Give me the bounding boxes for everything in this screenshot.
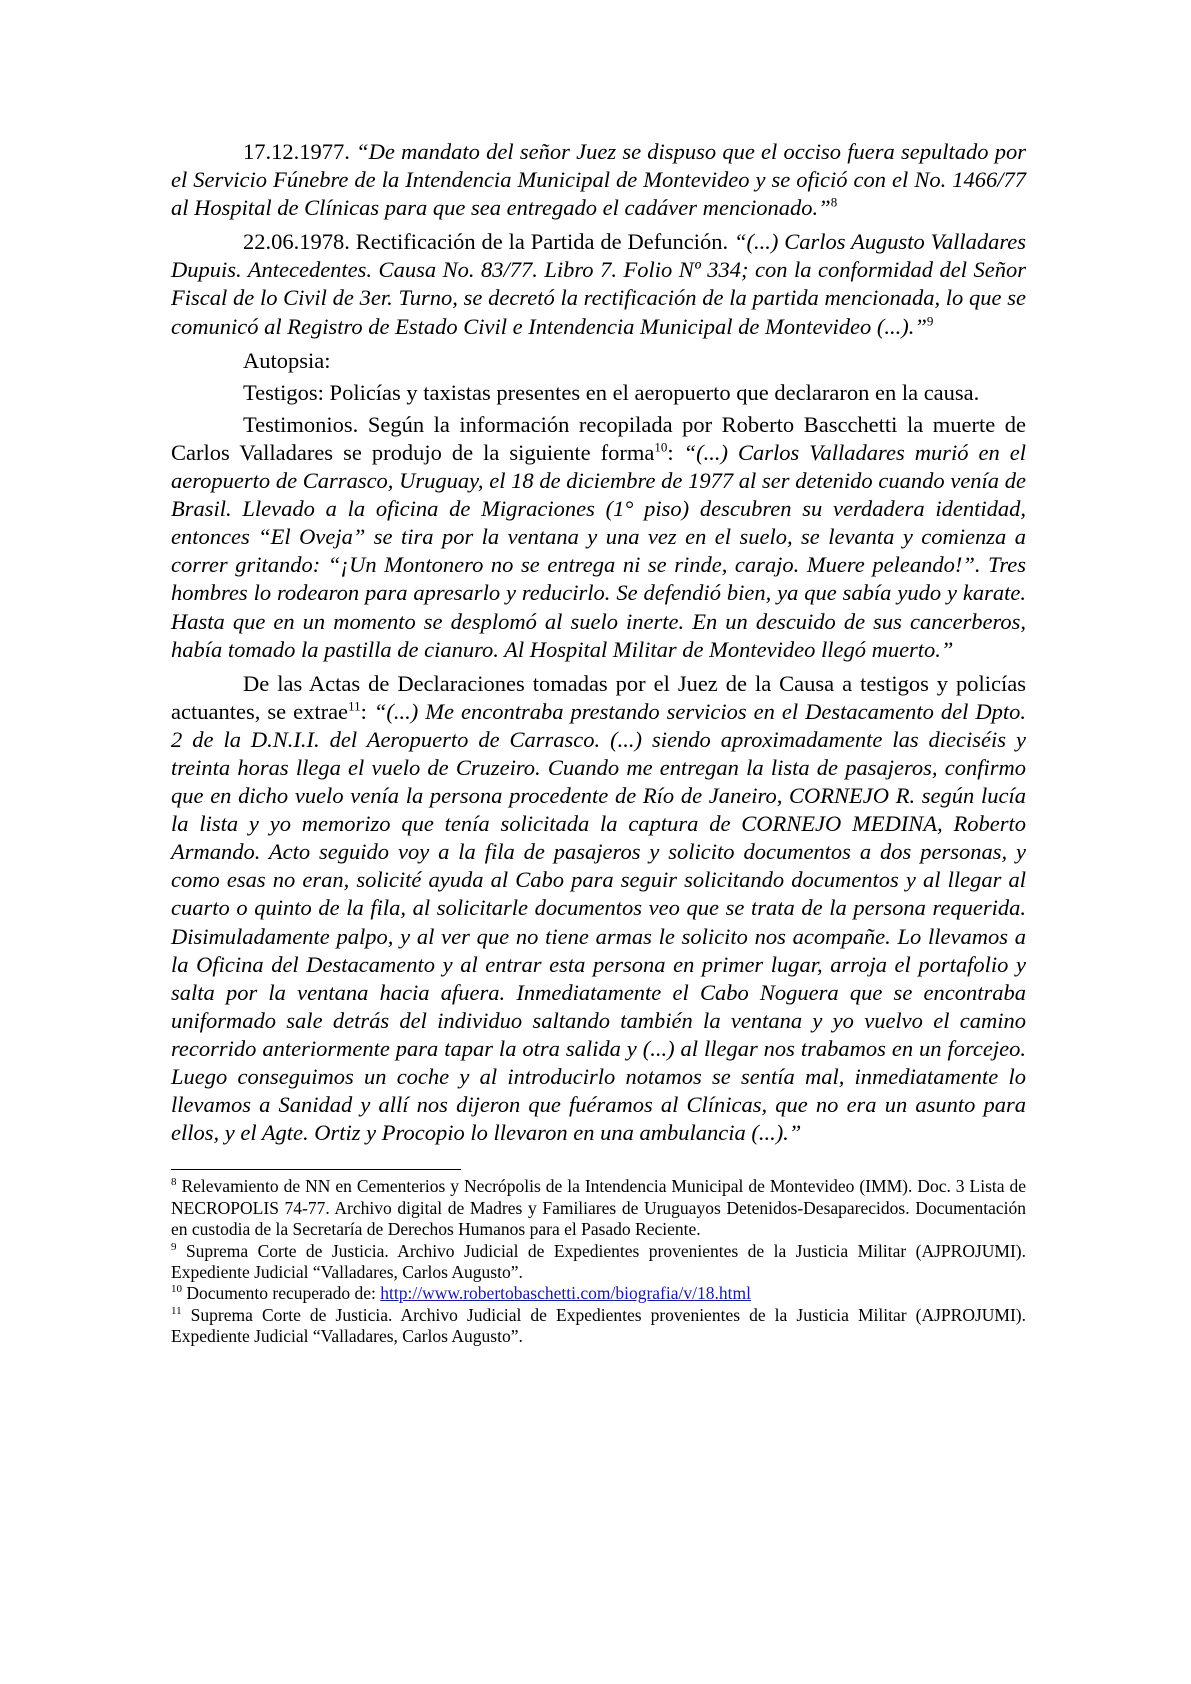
footnote-10 — [171, 1283, 1026, 1304]
entry-date: 17.12.1977. — [243, 139, 350, 164]
footnote-text: Suprema Corte de Justicia. Archivo Judicial de Expedientes provenientes de la Justicia Militar (AJPROJUMI). Expediente Judicial “Valladares, Carlos Augusto”. — [171, 1304, 1026, 1347]
source-link[interactable]: http://www.robertobaschetti.com/biografia/v/18.html — [380, 1283, 751, 1304]
paragraph-autopsia: Autopsia: — [243, 347, 331, 373]
footnote-number: 9 — [171, 1240, 177, 1253]
footnote-ref-10[interactable]: 10 — [654, 439, 668, 455]
footnote-divider — [171, 1169, 461, 1170]
separator: : — [360, 698, 374, 724]
document-page — [171, 138, 1026, 1348]
footnote-ref-9[interactable]: 9 — [926, 313, 934, 329]
footnote-11 — [171, 1305, 1026, 1348]
separator: : — [667, 439, 684, 465]
entry-lead: 22.06.1978. Rectificación de la Partida de Defunción. — [243, 229, 729, 255]
footnote-ref-11[interactable]: 11 — [348, 698, 361, 714]
quote-burial-order: “De mandato del señor Juez se dispuso que el occiso fuera sepultado por el Servicio Fúnebre de la Intendencia Municipal de Montevideo y se ofició con el No. 1466/77 al Hospital de Clínicas para que sea entregado el cadáver mencionado.” — [171, 139, 1027, 221]
footnote-text: Suprema Corte de Justicia. Archivo Judicial de Expedientes provenientes de la Justicia Militar (AJPROJUMI). Expediente Judicial “Valladares, Carlos Augusto”. — [171, 1240, 1027, 1282]
paragraph-testimonios — [171, 411, 1026, 664]
quote-declaracion: “(...) Me encontraba prestando servicios en el Destacamento del Dpto. 2 de la D.N.I.I. del Aeropuerto de Carrasco. (...) siendo aproximadamente las dieciséis y treinta horas llega el vuelo de Cruzeiro. Cuando me entregan la lista de pasajeros, confirmo que en dicho vuelo venía la persona procedente de Río de Janeiro, CORNEJO R. según lucía la lista y yo memorizo que tenía solicitada la captura de CORNEJO MEDINA, Roberto Armando. Acto seguido voy a la fila de pasajeros y solicito documentos a dos personas, y como esas no eran, solicité ayuda al Cabo para seguir solicitando documentos y al llegar al cuarto o quinto de la fila, al solicitarle documentos veo que se trata de la persona requerida. Disimuladamente palpo, y al ver que no tiene armas le solicito nos acompañe. Lo llevamos a la Oficina del Destacamento y al entrar esta persona en primer lugar, arroja el portafolio y salta por la ventana hacia afuera. Inmediatamente el Cabo Noguera que se encontraba uniformado sale detrás del individuo saltando también la ventana y yo vuelvo el camino recorrido anteriormente para tapar la otra salida y (...) al llegar nos trabamos en un forcejeo. Luego conseguimos un coche y al introducirlo notamos se sentía mal, inmediatamente lo llevamos a Sanidad y allí nos dijeron que fuéramos al Clínicas, que no era un asunto para ellos, y el Agte. Ortiz y Procopio lo llevaron en una ambulancia (...).” — [171, 698, 1026, 1146]
actas-lead: De las Actas de Declaraciones tomadas por el Juez de la Causa a testigos y policías actuantes, se extrae — [171, 670, 1026, 724]
quote-rectification: “(...) Carlos Augusto Valladares Dupuis. Antecedentes. Causa No. 83/77. Libro 7. Folio Nº 334; con la conformidad del Señor Fiscal de lo Civil de 3er. Turno, se decretó la rectificación de la partida mencionada, lo que se comunicó al Registro de Estado Civil e Intendencia Municipal de Montevideo (...).” — [171, 229, 1026, 339]
footnote-text: Documento recuperado de: — [186, 1283, 381, 1304]
footnote-number: 10 — [171, 1283, 182, 1296]
paragraph-entry-1978 — [171, 228, 1026, 340]
footnote-9 — [171, 1241, 1026, 1284]
footnote-number: 8 — [171, 1176, 177, 1189]
footnote-text: Relevamiento de NN en Cementerios y Necrópolis de la Intendencia Municipal de Montevideo (IMM). Doc. 3 Lista de NECROPOLIS 74-77. Archivo digital de Madres y Familiares de Uruguayos Detenidos-Desaparecidos. Documentación en custodia de la Secretaría de Derechos Humanos para el Pasado Reciente. — [171, 1176, 1027, 1240]
quote-testimonio: “(...) Carlos Valladares murió en el aeropuerto de Carrasco, Uruguay, el 18 de diciembre de 1977 al ser detenido cuando venía de Brasil. Llevado a la oficina de Migraciones (1° piso) descubren su verdadera identidad, entonces “El Oveja” se tira por la ventana y una vez en el suelo, se levanta y comienza a correr gritando: “¡Un Montonero no se entrega ni se rinde, carajo. Muere peleando!”. Tres hombres lo rodearon para apresarlo y reducirlo. Se defendió bien, ya que sabía yudo y karate. Hasta que en un momento se desplomó al suelo inerte. En un descuido de sus cancerberos, había tomado la pastilla de cianuro. Al Hospital Militar de Montevideo llegó muerto.” — [171, 439, 1026, 662]
testimonios-lead: Testimonios. Según la información recopilada por Roberto Bascchetti la muerte de Carlos Valladares se produjo de la siguiente forma — [171, 411, 1026, 465]
footnote-number: 11 — [171, 1304, 182, 1317]
paragraph-entry-1977 — [171, 138, 1026, 222]
footnote-8 — [171, 1176, 1026, 1240]
paragraph-actas — [171, 670, 1026, 1148]
footnote-ref-8[interactable]: 8 — [830, 194, 838, 210]
paragraph-testigos: Testigos: Policías y taxistas presentes en el aeropuerto que declararon en la causa. — [243, 379, 980, 405]
